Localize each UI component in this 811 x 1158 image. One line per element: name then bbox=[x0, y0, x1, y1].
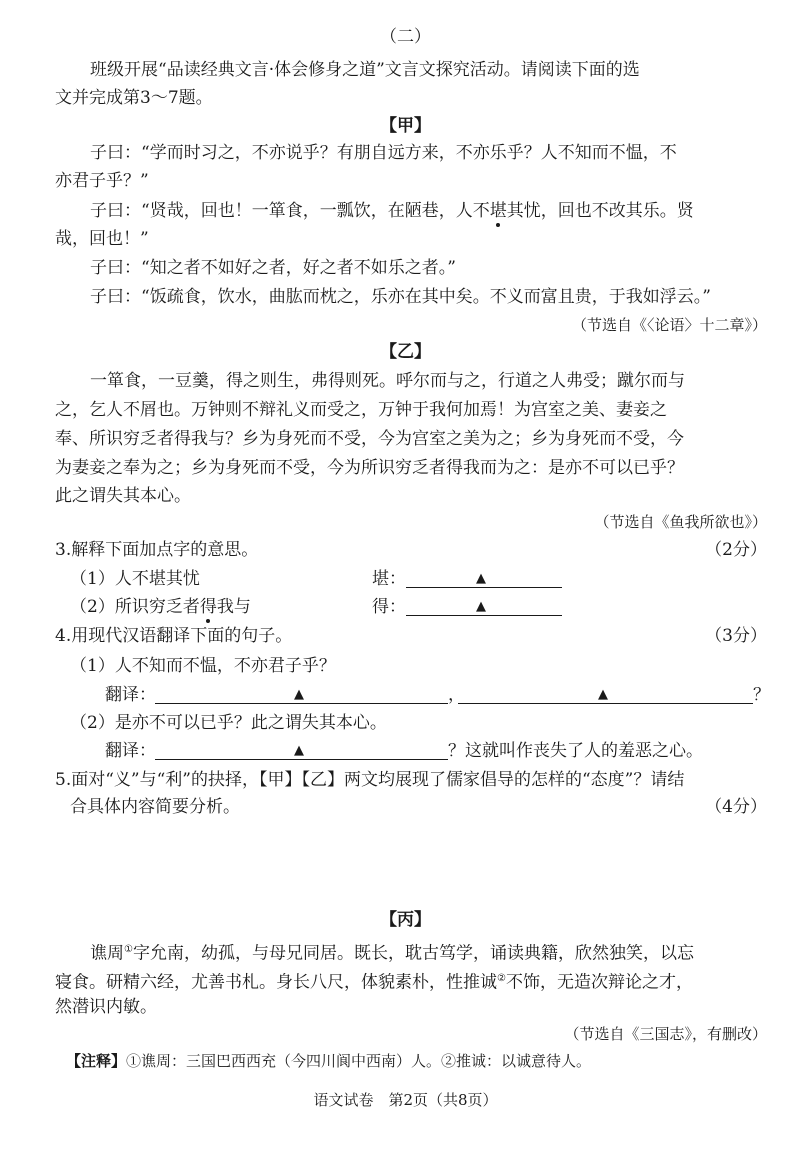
yi-line-5: 此之谓失其本心。 bbox=[55, 486, 191, 506]
blank-marker: ▲ bbox=[294, 743, 304, 758]
q3-item-2-b: 我与 bbox=[216, 597, 251, 617]
blank-marker: ▲ bbox=[294, 687, 304, 702]
q3-answer-1-blank[interactable] bbox=[406, 587, 562, 588]
yi-source: （节选自《鱼我所欲也》） bbox=[594, 513, 767, 531]
bing-line-1 bbox=[90, 940, 694, 964]
blank-marker: ▲ bbox=[476, 571, 486, 586]
q4-score: （3分） bbox=[705, 626, 767, 646]
q4-answer-1a-blank[interactable] bbox=[155, 703, 448, 704]
q3-label-1: 堪： bbox=[372, 569, 406, 589]
jia-line-3 bbox=[90, 201, 694, 221]
bing-line-1-a: 谯周 bbox=[90, 943, 124, 964]
yi-line-3: 奉、所识穷乏者得我与？乡为身死而不受，今为宫室之美为之；乡为身死而不受，今 bbox=[55, 429, 684, 449]
jia-source: （节选自《〈论语〉十二章》） bbox=[571, 316, 767, 334]
q4-item-2-tail: ？这就叫作丧失了人的羞恶之心。 bbox=[448, 741, 703, 761]
footnote-ref-2: ② bbox=[497, 973, 506, 984]
yi-line-4: 为妻妾之奉为之；乡为身死而不受，今为所识穷乏者得我而为之：是亦不可以已乎？ bbox=[55, 458, 684, 478]
bing-line-3: 然潜识内敏。 bbox=[55, 997, 157, 1017]
q4-item-2: （2）是亦不可以已乎？此之谓失其本心。 bbox=[70, 713, 387, 733]
bing-line-2 bbox=[55, 969, 693, 993]
q3-item-1-a: （1）人不 bbox=[70, 569, 149, 589]
q4-label-2: 翻译： bbox=[105, 741, 156, 761]
blank-marker: ▲ bbox=[476, 599, 486, 614]
q5-line-2: 合具体内容简要分析。 bbox=[70, 797, 240, 817]
bing-line-1-b: 字允南，幼孤，与母兄同居。既长，耽古笃学，诵读典籍，欣然独笑，以忘 bbox=[132, 943, 694, 964]
q3-item-1-b: 其忧 bbox=[165, 569, 200, 589]
bing-line-2-b: 不饰，无造次辩论之才， bbox=[505, 972, 693, 993]
section-title: （二） bbox=[380, 27, 431, 47]
intro-line-1: 班级开展“品读经典文言·体会修身之道”文言文探究活动。请阅读下面的选 bbox=[90, 60, 640, 80]
jia-line-3-a: 子曰：“贤哉，回也！一箪食，一瓢饮，在陋巷，人不 bbox=[90, 201, 490, 221]
dotted-char-de: 得 bbox=[199, 597, 217, 617]
q3-item-2-a: （2）所识穷乏者 bbox=[70, 597, 200, 617]
bing-line-2-a: 寝食。研精六经，尤善书札。身长八尺，体貌素朴，性推诚 bbox=[55, 972, 497, 993]
bing-heading: 【丙】 bbox=[380, 910, 431, 930]
jia-line-6: 子曰：“饭疏食，饮水，曲肱而枕之，乐亦在其中矣。不义而富且贵，于我如浮云。” bbox=[90, 287, 711, 307]
q5-score: （4分） bbox=[705, 797, 767, 817]
notes-label: 【注释】 bbox=[66, 1052, 127, 1070]
q3-item-2 bbox=[70, 597, 251, 617]
notes-text: ①谯周：三国巴西西充（今四川阆中西南）人。②推诚：以诚意待人。 bbox=[126, 1052, 592, 1070]
jia-line-3-b: 其忧，回也不改其乐。贤 bbox=[506, 201, 694, 221]
intro-line-2: 文并完成第3～7题。 bbox=[55, 88, 213, 108]
bing-notes bbox=[66, 1051, 591, 1071]
q3-item-1 bbox=[70, 569, 200, 589]
dotted-char-kan: 堪 bbox=[489, 201, 507, 221]
q4-label-1: 翻译： bbox=[105, 685, 156, 705]
q4-comma: ， bbox=[448, 685, 465, 705]
bing-source: （节选自《三国志》，有删改） bbox=[564, 1025, 767, 1043]
q3-answer-2-blank[interactable] bbox=[406, 615, 562, 616]
q3-item-1-dot: 堪 bbox=[148, 569, 166, 589]
jia-heading: 【甲】 bbox=[380, 116, 431, 136]
q4-item-1: （1）人不知而不愠，不亦君子乎？ bbox=[70, 656, 336, 676]
q4-answer-1b-blank[interactable] bbox=[458, 703, 753, 704]
q3-stem: 3.解释下面加点字的意思。 bbox=[55, 540, 259, 560]
q4-answer-2-blank[interactable] bbox=[155, 759, 448, 760]
jia-line-4: 哉，回也！” bbox=[55, 229, 149, 249]
yi-line-2: 之，乞人不屑也。万钟则不辩礼义而受之，万钟于我何加焉！为宫室之美、妻妾之 bbox=[55, 400, 667, 420]
q4-qmark: ？ bbox=[753, 685, 770, 705]
yi-heading: 【乙】 bbox=[380, 342, 431, 362]
jia-line-2: 亦君子乎？” bbox=[55, 171, 149, 191]
blank-marker: ▲ bbox=[598, 687, 608, 702]
page-footer: 语文试卷 第2页（共8页） bbox=[313, 1091, 498, 1109]
q3-score: （2分） bbox=[705, 540, 767, 560]
q4-stem: 4.用现代汉语翻译下面的句子。 bbox=[55, 626, 293, 646]
yi-line-1: 一箪食，一豆羹，得之则生，弗得则死。呼尔而与之，行道之人弗受；蹴尔而与 bbox=[90, 371, 685, 391]
jia-line-5: 子曰：“知之者不如好之者，好之者不如乐之者。” bbox=[90, 258, 456, 278]
footnote-ref-1: ① bbox=[124, 944, 133, 955]
jia-line-1: 子曰：“学而时习之，不亦说乎？有朋自远方来，不亦乐乎？人不知而不愠，不 bbox=[90, 143, 677, 163]
q5-line-1: 5.面对“义”与“利”的抉择，【甲】【乙】两文均展现了儒家倡导的怎样的“态度”？请结 bbox=[55, 770, 685, 790]
q3-label-2: 得： bbox=[372, 597, 406, 617]
